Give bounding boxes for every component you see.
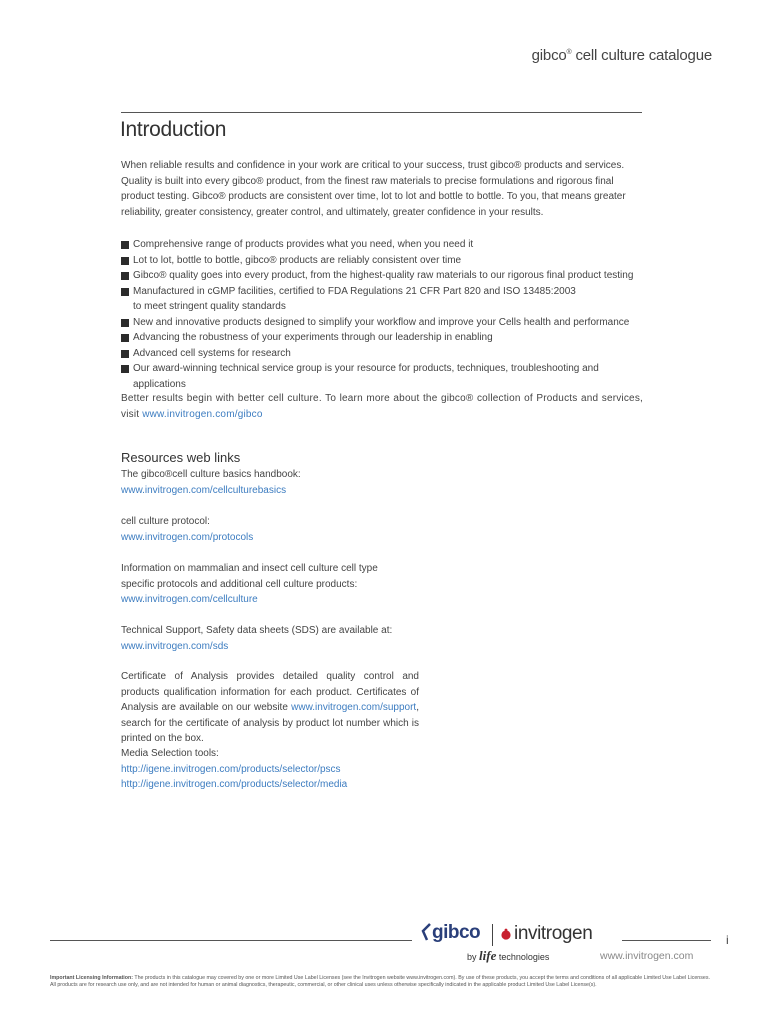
bullet-square-icon — [121, 257, 129, 265]
logo-by: by — [467, 952, 477, 962]
life-technologies-logo — [467, 948, 549, 964]
header-title-text: cell culture catalogue — [571, 47, 712, 64]
gibco-logo-text: gibco — [432, 922, 481, 943]
bullet-square-icon — [121, 319, 129, 327]
bullet-square-icon — [121, 241, 129, 249]
coa-text-end: , search for the certificate of analysis by product lot number which is printed on the box. — [121, 702, 419, 744]
list-item-continuation: to meet stringent quality standards — [133, 301, 286, 312]
logo-technologies: technologies — [498, 952, 550, 962]
resources-title: Resources web links — [121, 450, 241, 465]
list-item-text: Advancing the robustness of your experiments through our leadership in enabling — [133, 332, 493, 343]
protocol-label: cell culture protocol: — [121, 516, 210, 527]
list-item-text: Comprehensive range of products provides what you need, when you need it — [133, 239, 474, 250]
logo-separator — [492, 924, 493, 946]
list-item-text: Manufactured in cGMP facilities, certified to FDA Regulations 21 CFR Part 820 and ISO 13485:2003 — [133, 285, 576, 297]
footer-divider-left — [50, 940, 412, 941]
protocol-resource — [121, 514, 421, 545]
licensing-text: The products in this catalogue may covered by one or more Limited Use Label Licenses (see the Invitrogen website www.invitrogen.com). By use of these products, you accept the terms and conditions of all applicable Limited Use Label Licenses. All products are for research use only, and are not intended for human or animal diagnostics, therapeutic, commercial, or other clinical uses unless otherwise specifically indicated in the applicable product Limited Use Label License(s). — [50, 975, 710, 988]
list-item — [121, 237, 651, 253]
handbook-label: The gibco®cell culture basics handbook: — [121, 469, 301, 480]
gibco-logo — [421, 922, 480, 944]
page-number: i — [726, 933, 729, 947]
gibco-swoosh-icon — [421, 923, 431, 941]
pscs-selector-link[interactable]: http://igene.invitrogen.com/products/selector/pscs — [121, 763, 341, 775]
licensing-notice — [50, 975, 714, 989]
bullet-square-icon — [121, 288, 129, 296]
invitrogen-logo-text: invitrogen — [514, 923, 593, 944]
coa-text: Certificate of Analysis provides detailed quality control and products qualification information for each product. Certificates of Analysis are available on our website — [121, 671, 419, 713]
support-resource — [121, 623, 421, 654]
list-item-text: Advanced cell systems for research — [133, 347, 291, 359]
header-brand: gibco — [531, 47, 567, 64]
sds-link[interactable]: www.invitrogen.com/sds — [121, 640, 229, 652]
licensing-label: Important Licensing Information: — [50, 975, 133, 981]
better-results-text: Better results begin with better cell culture. To learn more about the gibco® collection of Products and services, visit — [121, 393, 643, 420]
invitrogen-logo — [514, 923, 592, 945]
list-item-text: New and innovative products designed to simplify your workflow and improve your Cells health and performance — [133, 316, 630, 328]
feature-list — [121, 237, 651, 392]
handbook-resource — [121, 467, 421, 498]
intro-paragraph: When reliable results and confidence in your work are critical to your success, trust gibco® products and services. Quality is built into every gibco® product, from the finest raw materials to precise formulations and rigorous final product testing. Gibco® products are consistent over time, lot to lot and bottle to bottle. To you, that means greater reliability, greater consistency, greater control, and ultimately, greater confidence in your results. — [121, 160, 626, 218]
handbook-link[interactable]: www.invitrogen.com/cellculturebasics — [121, 484, 287, 496]
catalogue-header — [532, 47, 712, 64]
list-item — [121, 361, 651, 392]
list-item — [121, 330, 651, 346]
top-divider — [121, 112, 642, 113]
list-item-text: Lot to lot, bottle to bottle, gibco® products are reliably consistent over time — [133, 254, 462, 266]
protocol-link[interactable]: www.invitrogen.com/protocols — [121, 531, 254, 543]
header-registered-mark: ® — [566, 49, 572, 56]
support-label: Technical Support, Safety data sheets (SDS) are available at: — [121, 625, 393, 636]
media-selector-link[interactable]: http://igene.invitrogen.com/products/selector/media — [121, 779, 348, 790]
media-resource — [121, 746, 421, 793]
bullet-square-icon — [121, 350, 129, 358]
support-link[interactable]: www.invitrogen.com/support — [291, 702, 417, 713]
bullet-square-icon — [121, 334, 129, 342]
invitrogen-drop-icon — [500, 928, 512, 940]
footer-divider-right — [622, 940, 711, 941]
media-label: Media Selection tools: — [121, 748, 219, 759]
cellculture-resource — [121, 561, 411, 608]
list-item — [121, 346, 651, 362]
footer-website[interactable]: www.invitrogen.com — [600, 950, 694, 962]
logo-life: life — [479, 948, 497, 963]
list-item — [121, 253, 651, 269]
coa-resource — [121, 669, 419, 747]
bullet-square-icon — [121, 272, 129, 280]
cellculture-link[interactable]: www.invitrogen.com/cellculture — [121, 594, 258, 605]
list-item — [121, 284, 651, 315]
bullet-square-icon — [121, 365, 129, 373]
list-item — [121, 315, 651, 331]
better-results-paragraph — [121, 391, 643, 422]
page-title: Introduction — [120, 118, 227, 141]
list-item — [121, 268, 651, 284]
gibco-link[interactable]: www.invitrogen.com/gibco — [142, 408, 263, 420]
list-item-text: Our award-winning technical service group is your resource for products, techniques, troubleshooting and applications — [133, 363, 599, 390]
cellculture-label: Information on mammalian and insect cell culture cell type specific protocols and additional cell culture products: — [121, 563, 378, 590]
list-item-text: Gibco® quality goes into every product, from the highest-quality raw materials to our rigorous final product testing — [133, 270, 634, 281]
